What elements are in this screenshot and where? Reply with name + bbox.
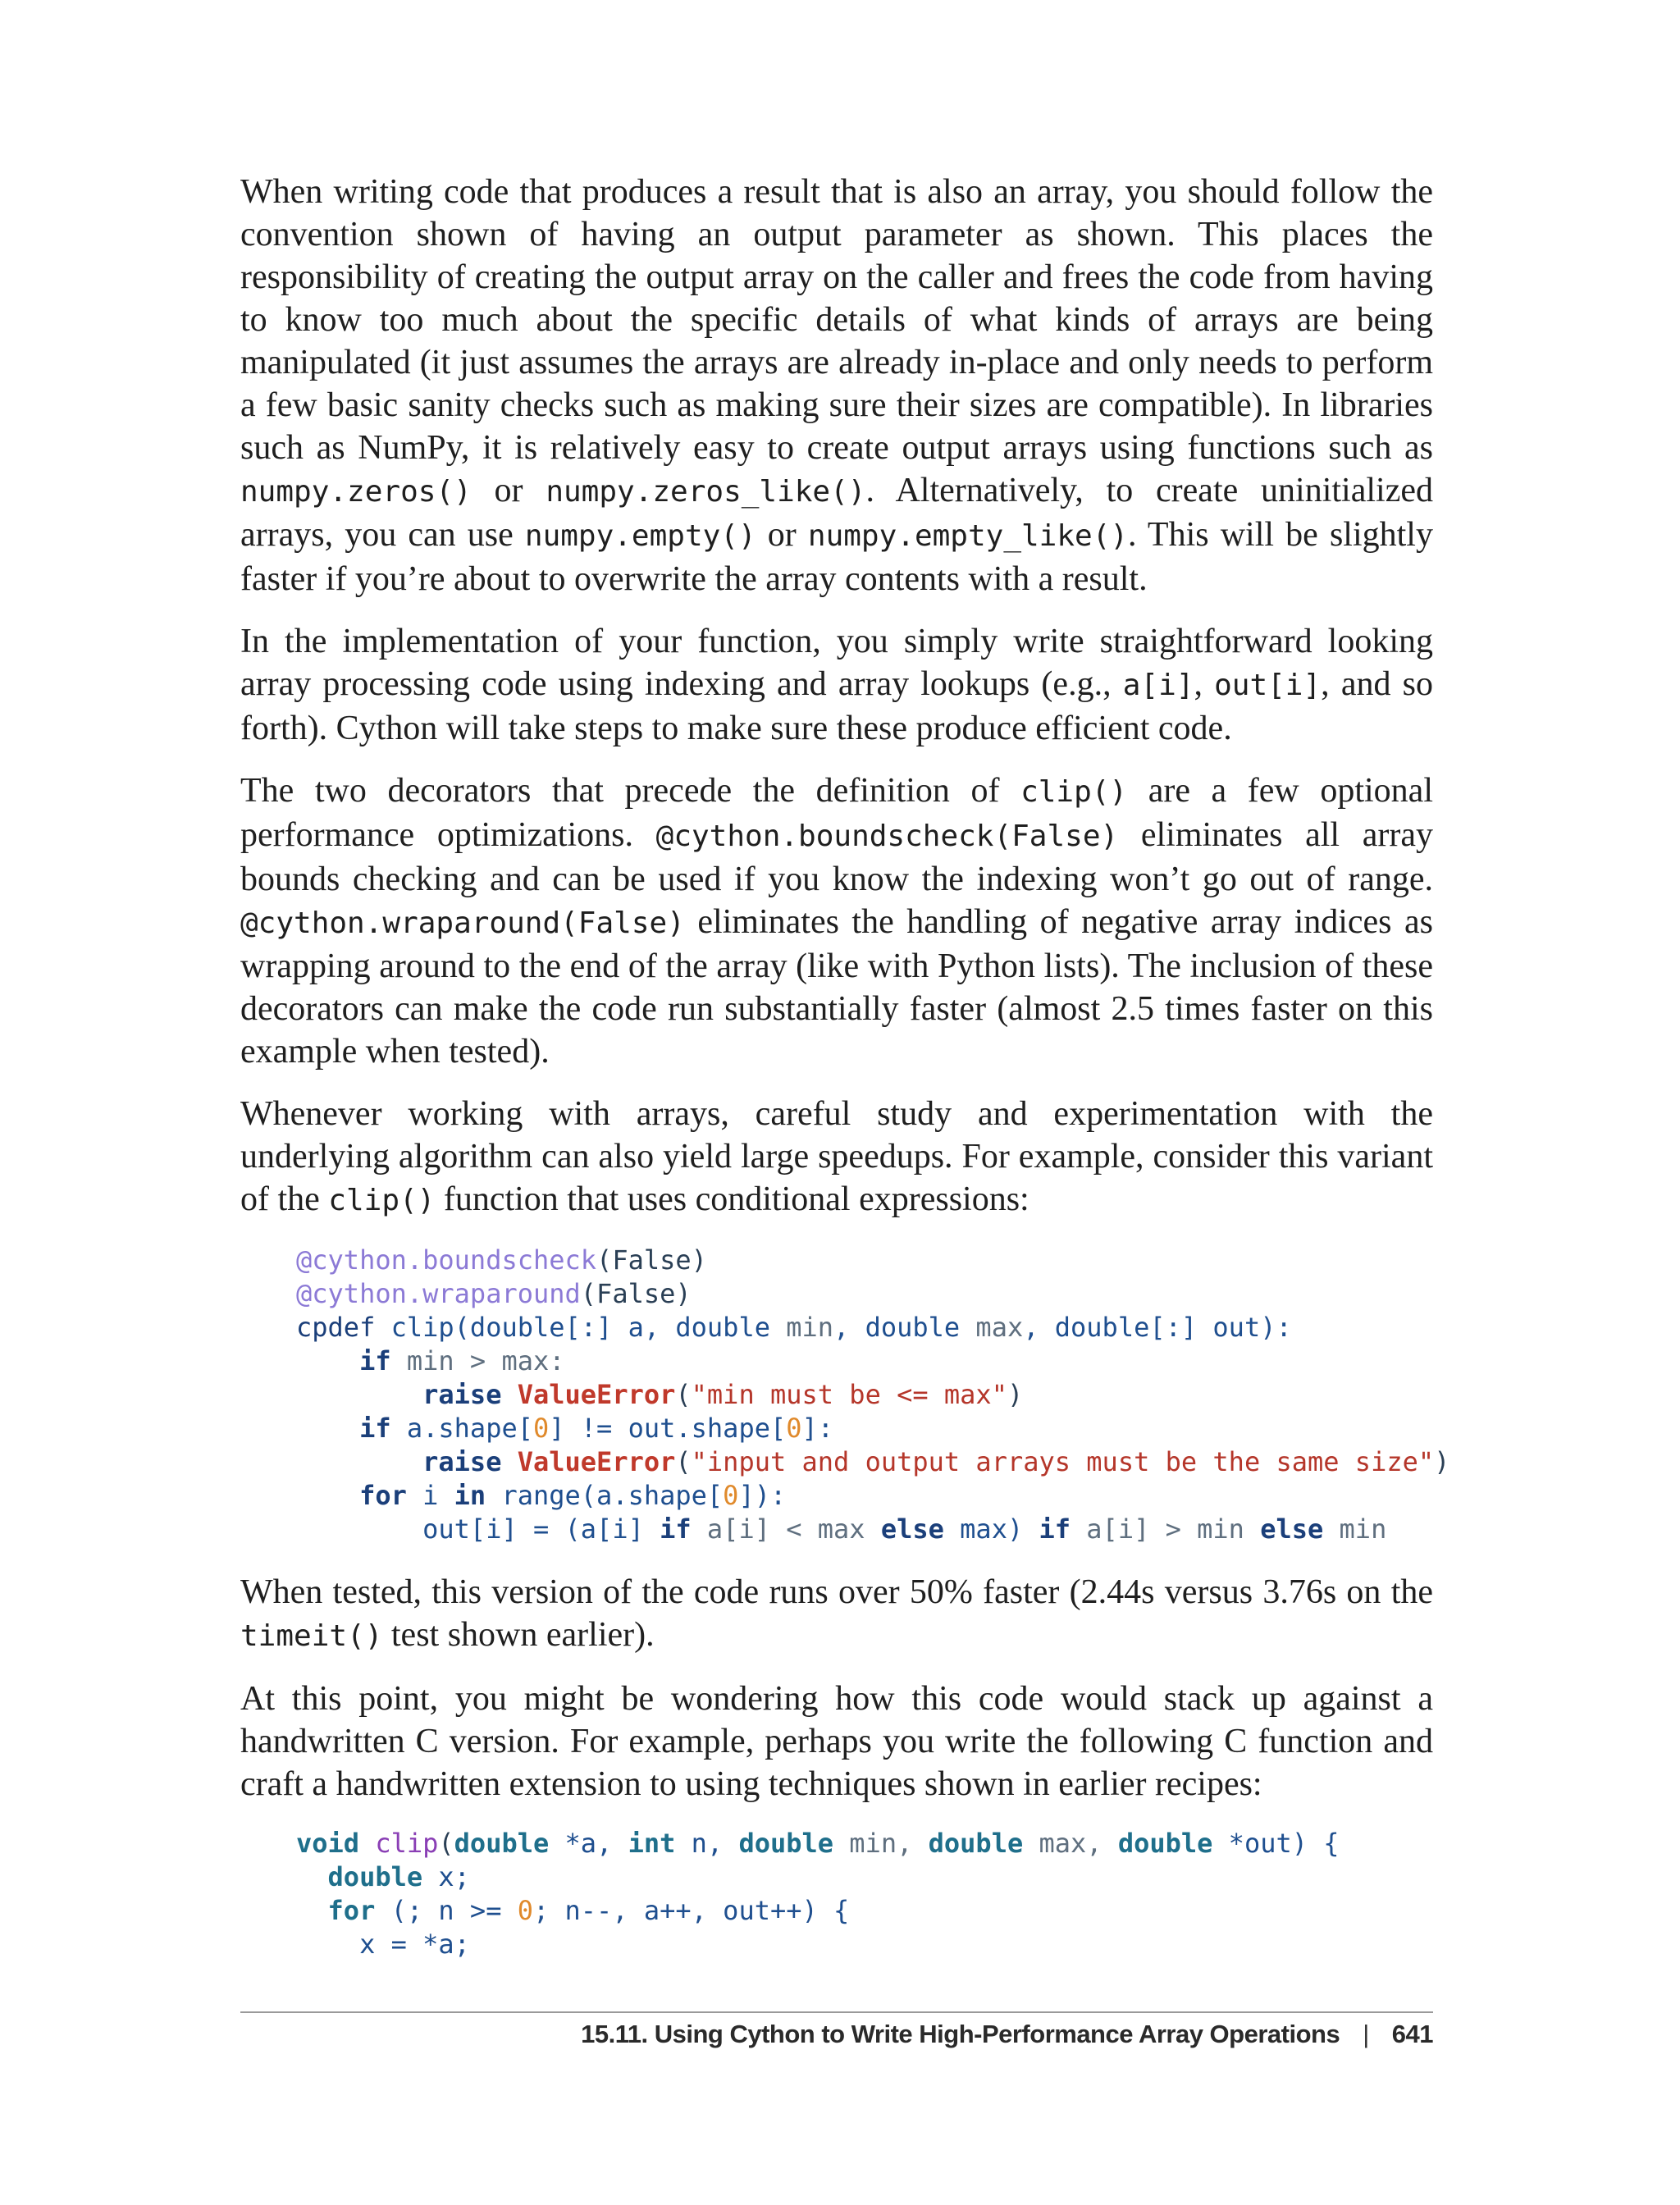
text: or <box>756 516 808 554</box>
code-indent <box>296 1446 422 1477</box>
code-token: a[i] > min <box>1071 1513 1261 1545</box>
code-token: ( <box>438 1828 454 1859</box>
inline-code: numpy.zeros() <box>240 475 472 509</box>
text: test shown earlier). <box>382 1616 655 1654</box>
code-line <box>296 1827 1433 1860</box>
text: In the implementation of your function, you simply write straightforward looking array processing code using indexing and array lookups (e.g., <box>240 623 1433 703</box>
footer-section-title: 15.11. Using Cython to Write High-Performance Array Operations <box>581 2020 1340 2048</box>
text: Whenever working with arrays, careful study and experimentation with the underlying algorithm can also yield large speedups. For example, consider this variant of the <box>240 1095 1433 1218</box>
code-token: , double <box>833 1312 976 1343</box>
paragraph-implementation <box>240 620 1433 750</box>
text: , and so forth). Cython will take steps to make sure these produce efficient code. <box>240 665 1433 747</box>
text: When writing code that produces a result that is also an array, you should follow the convention shown of having an output parameter as shown. This places the responsibility of creating the output array on the caller and frees the code from having to know too much about the specific details of what kinds of arrays are being manipulated (it just assumes the arrays are already in-place and only needs to perform a few basic sanity checks such as making sure their sizes are compatible). In libraries such as NumPy, it is relatively easy to create output arrays using functions such as <box>240 173 1433 467</box>
code-indent <box>296 1513 422 1545</box>
code-indent <box>296 1413 359 1444</box>
inline-code: numpy.empty_like() <box>807 519 1129 553</box>
code-token: raise <box>422 1446 502 1477</box>
code-token: ]: <box>801 1413 834 1444</box>
code-token: in <box>454 1480 486 1511</box>
code-token: @cython.boundscheck <box>296 1244 597 1276</box>
footer-divider <box>240 2011 1433 2013</box>
code-token: a[i] < max <box>691 1513 881 1545</box>
code-line <box>296 1378 1433 1412</box>
code-indent <box>296 1379 422 1410</box>
text: The two decorators that precede the definition of <box>240 772 1021 810</box>
code-token: ( <box>675 1379 692 1410</box>
text: , <box>1194 665 1215 703</box>
code-token: cpdef <box>296 1312 376 1343</box>
code-line <box>296 1445 1450 1479</box>
code-token: max <box>975 1312 1024 1343</box>
text: . Alternatively, to create uninitialized arrays, you can use <box>240 472 1433 554</box>
inline-code: @cython.wraparound(False) <box>240 906 685 940</box>
code-token: double <box>1117 1828 1213 1859</box>
code-token: 0 <box>723 1480 739 1511</box>
code-token: (; n >= <box>375 1895 518 1926</box>
inline-code: clip() <box>1020 775 1128 809</box>
code-token: double <box>454 1828 550 1859</box>
code-token: (False) <box>580 1278 692 1309</box>
code-token: "input and output arrays must be the same size" <box>691 1446 1435 1477</box>
code-token: out[i] = (a[i] <box>422 1513 660 1545</box>
code-token: double <box>327 1861 423 1892</box>
code-token: ; n--, a++, out++) { <box>532 1895 850 1926</box>
code-token: raise <box>422 1379 502 1410</box>
paragraph-c-comparison <box>240 1678 1433 1806</box>
inline-code: a[i] <box>1122 669 1194 702</box>
code-token: @cython.wraparound <box>296 1278 581 1309</box>
code-token: *out) { <box>1212 1828 1340 1859</box>
code-token: 0 <box>517 1895 533 1926</box>
page-number: 641 <box>1391 2020 1433 2048</box>
code-token: max) <box>943 1513 1039 1545</box>
code-token: if <box>660 1513 692 1545</box>
footer-separator: | <box>1363 2020 1369 2048</box>
code-token: for <box>359 1480 407 1511</box>
code-token: else <box>1260 1513 1324 1545</box>
code-line <box>296 1412 1433 1445</box>
code-token: 0 <box>532 1413 550 1444</box>
code-line <box>296 1344 1433 1378</box>
code-token: clip(double[:] a, double <box>375 1312 787 1343</box>
code-token: *a, <box>549 1828 628 1859</box>
code-indent <box>296 1345 359 1376</box>
code-token: ) <box>1007 1379 1024 1410</box>
code-token: ValueError <box>501 1446 676 1477</box>
text: . This will be slightly faster if you’re about to overwrite the array contents with a result. <box>240 516 1433 598</box>
code-token: "min must be <= max" <box>691 1379 1007 1410</box>
code-token: ]): <box>738 1480 787 1511</box>
code-token: min > max: <box>390 1345 565 1376</box>
code-token: min, <box>833 1828 929 1859</box>
code-line <box>296 1244 1433 1277</box>
code-token: ValueError <box>501 1379 676 1410</box>
code-token: else <box>880 1513 944 1545</box>
code-token: if <box>359 1413 391 1444</box>
inline-code: @cython.boundscheck(False) <box>655 819 1119 853</box>
code-block-cython-clip <box>296 1244 1450 1546</box>
text: function that uses conditional expressions: <box>435 1180 1029 1218</box>
code-token: for <box>327 1895 376 1926</box>
code-token: max, <box>1023 1828 1118 1859</box>
inline-code: numpy.empty() <box>524 519 756 553</box>
code-token: 0 <box>786 1413 802 1444</box>
code-token: x = *a; <box>359 1929 470 1960</box>
paragraph-output-convention <box>240 171 1433 600</box>
inline-code: timeit() <box>240 1619 383 1653</box>
code-token: double <box>738 1828 834 1859</box>
code-token: x; <box>422 1861 470 1892</box>
code-token: range(a.shape[ <box>486 1480 724 1511</box>
paragraph-decorators <box>240 769 1433 1073</box>
page-footer <box>581 2020 1433 2049</box>
page-body <box>240 171 1450 1986</box>
code-line <box>296 1894 1433 1928</box>
code-token: if <box>1039 1513 1071 1545</box>
code-token: ) <box>1434 1446 1450 1477</box>
inline-code: clip() <box>328 1184 436 1217</box>
code-token: , double[:] out): <box>1023 1312 1292 1343</box>
code-token: n, <box>675 1828 739 1859</box>
code-line <box>296 1513 1433 1546</box>
code-token: min <box>1323 1513 1387 1545</box>
text: When tested, this version of the code runs over 50% faster (2.44s versus 3.76s on the <box>240 1573 1433 1611</box>
code-token: clip <box>359 1828 439 1859</box>
code-token: min <box>786 1312 834 1343</box>
code-line <box>296 1277 1433 1311</box>
code-token: ] != out.shape[ <box>549 1413 787 1444</box>
code-line <box>296 1928 1433 1961</box>
paragraph-variant-intro <box>240 1093 1433 1222</box>
text: eliminates the handling of negative array indices as wrapping around to the end of the array (like with Python lists). The inclusion of these decorators can make the code run substantially faster (almost 2.5 times faster on this example when tested). <box>240 903 1433 1071</box>
code-block-c-clip <box>296 1827 1433 1961</box>
paragraph-timing-result <box>240 1571 1433 1658</box>
code-token: (False) <box>596 1244 707 1276</box>
code-line <box>296 1311 1433 1344</box>
code-token: i <box>406 1480 454 1511</box>
inline-code: numpy.zeros_like() <box>546 475 866 509</box>
inline-code: out[i] <box>1214 669 1322 702</box>
code-token: void <box>296 1828 360 1859</box>
text: eliminates all array bounds checking and can be used if you know the indexing won’t go out of range. <box>240 816 1433 898</box>
code-line <box>296 1479 1433 1513</box>
code-indent <box>296 1480 359 1511</box>
code-line <box>296 1860 1433 1894</box>
code-token: ( <box>675 1446 692 1477</box>
code-token: if <box>359 1345 391 1376</box>
text: At this point, you might be wondering how this code would stack up against a handwritten C version. For example, perhaps you write the following C function and craft a handwritten extension to using techniques shown in earlier recipes: <box>240 1680 1433 1803</box>
code-token: int <box>628 1828 676 1859</box>
code-indent <box>296 1895 328 1926</box>
code-indent <box>296 1861 328 1892</box>
code-token: a.shape[ <box>390 1413 533 1444</box>
code-indent <box>296 1929 359 1960</box>
text: or <box>471 472 546 509</box>
code-token: double <box>928 1828 1024 1859</box>
text: are a few optional performance optimizations. <box>240 772 1433 854</box>
